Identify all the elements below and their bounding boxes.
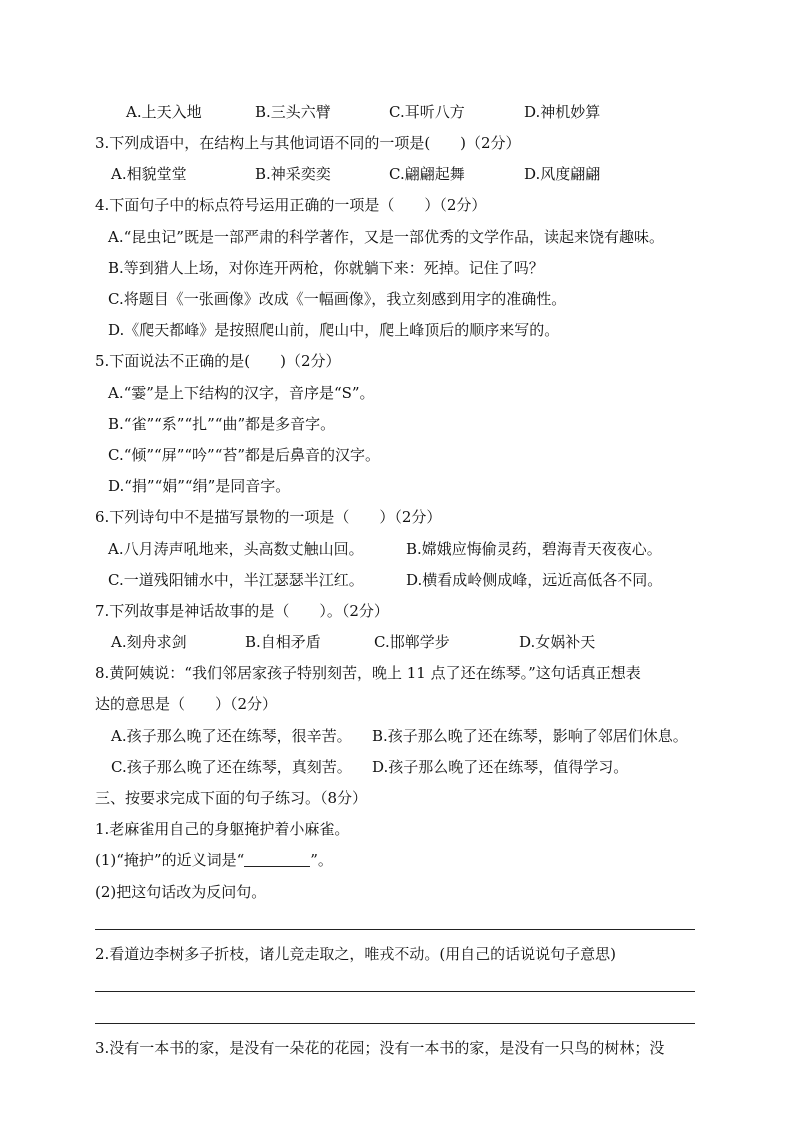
section3-title: 三、按要求完成下面的句子练习。（8分） <box>95 789 368 807</box>
q4-option-c[interactable]: C.将题目《一张画像》改成《一幅画像》，我立刻感到用字的准确性。 <box>108 290 567 308</box>
synonym-answer-blank[interactable] <box>244 852 310 867</box>
q7-option-d[interactable]: D.女娲补天 <box>519 633 596 651</box>
q8-options-row2 <box>0 757 794 777</box>
q5-option-b[interactable]: B.“雀”“系”“扎”“曲”都是多音字。 <box>108 415 336 433</box>
q6-option-d[interactable]: D.横看成岭侧成峰，远近高低各不同。 <box>406 571 663 589</box>
q6-options-row1 <box>0 539 794 559</box>
q3-stem: 3.下列成语中，在结构上与其他词语不同的一项是( )（2分） <box>95 134 521 152</box>
q2-option-b[interactable]: B.三头六臂 <box>255 103 331 121</box>
q6-options-row2 <box>0 570 794 590</box>
q8-option-c[interactable]: C.孩子那么晚了还在练琴，真刻苦。 <box>111 758 352 776</box>
q4-option-b[interactable]: B.等到猎人上场，对你连开两枪，你就躺下来：死掉。记住了吗？ <box>108 259 544 277</box>
q3-option-c[interactable]: C.翩翩起舞 <box>389 165 465 183</box>
q2-option-a[interactable]: A.上天入地 <box>126 103 202 121</box>
q6-option-b[interactable]: B.嫦娥应悔偷灵药，碧海青天夜夜心。 <box>406 540 662 558</box>
answer-line-2[interactable] <box>95 991 695 992</box>
q8-stem-line1: 8.黄阿姨说：“我们邻居家孩子特别刻苦，晚上 11 点了还在练琴。”这句话真正想表 <box>95 664 641 682</box>
q7-stem: 7.下列故事是神话故事的是（ ）。（2分） <box>95 602 389 620</box>
q8-option-a[interactable]: A.孩子那么晚了还在练琴，很辛苦。 <box>111 727 352 745</box>
q7-options <box>0 632 794 652</box>
q3-option-a[interactable]: A.相貌堂堂 <box>111 165 187 183</box>
q8-option-b[interactable]: B.孩子那么晚了还在练琴，影响了邻居们休息。 <box>372 727 688 745</box>
s3-q2-sentence: 2.看道边李树多子折枝，诸儿竞走取之，唯戎不动。(用自己的话说说句子意思) <box>95 945 617 963</box>
answer-line-3[interactable] <box>95 1023 695 1024</box>
s3-q1-sub1-suffix: ”。 <box>310 851 333 869</box>
q4-option-a[interactable]: A.“昆虫记”既是一部严肃的科学著作，又是一部优秀的文学作品，读起来饶有趣味。 <box>108 228 664 246</box>
q8-stem-line2: 达的意思是（ ）（2分） <box>95 695 278 713</box>
q4-stem: 4.下面句子中的标点符号运用正确的一项是（ ）（2分） <box>95 196 487 214</box>
answer-line-1[interactable] <box>95 929 695 930</box>
q6-option-a[interactable]: A.八月涛声吼地来，头高数丈触山回。 <box>108 540 364 558</box>
s3-q1-sub2: (2)把这句话改为反问句。 <box>95 883 267 901</box>
s3-q1-sentence: 1.老麻雀用自己的身躯掩护着小麻雀。 <box>95 820 350 838</box>
q7-option-b[interactable]: B.自相矛盾 <box>245 633 321 651</box>
q7-option-a[interactable]: A.刻舟求剑 <box>111 633 187 651</box>
s3-q1-sub1-prefix: (1)“掩护”的近义词是“ <box>95 851 245 869</box>
q8-option-d[interactable]: D.孩子那么晚了还在练琴，值得学习。 <box>372 758 629 776</box>
q5-option-c[interactable]: C.“倾”“屏”“吟”“苔”都是后鼻音的汉字。 <box>108 446 381 464</box>
q2-option-c[interactable]: C.耳听八方 <box>389 103 465 121</box>
q5-stem: 5.下面说法不正确的是( )（2分） <box>95 352 341 370</box>
q6-stem: 6.下列诗句中不是描写景物的一项是（ ）（2分） <box>95 508 442 526</box>
q2-options <box>0 102 794 122</box>
q7-option-c[interactable]: C.邯郸学步 <box>374 633 450 651</box>
q8-options-row1 <box>0 726 794 746</box>
q5-option-a[interactable]: A.“霎”是上下结构的汉字，音序是“S”。 <box>108 384 375 402</box>
q6-option-c[interactable]: C.一道残阳铺水中，半江瑟瑟半江红。 <box>108 571 364 589</box>
q5-option-d[interactable]: D.“捐”“娟”“绢”是同音字。 <box>108 477 291 495</box>
q4-option-d[interactable]: D.《爬天都峰》是按照爬山前，爬山中，爬上峰顶后的顺序来写的。 <box>108 321 560 339</box>
q3-option-b[interactable]: B.神采奕奕 <box>255 165 331 183</box>
q3-option-d[interactable]: D.风度翩翩 <box>524 165 601 183</box>
s3-q1-sub1 <box>95 850 333 870</box>
s3-q3-sentence: 3.没有一本书的家，是没有一朵花的花园；没有一本书的家，是没有一只鸟的树林；没 <box>95 1039 665 1057</box>
q3-options <box>0 164 794 184</box>
q2-option-d[interactable]: D.神机妙算 <box>524 103 601 121</box>
